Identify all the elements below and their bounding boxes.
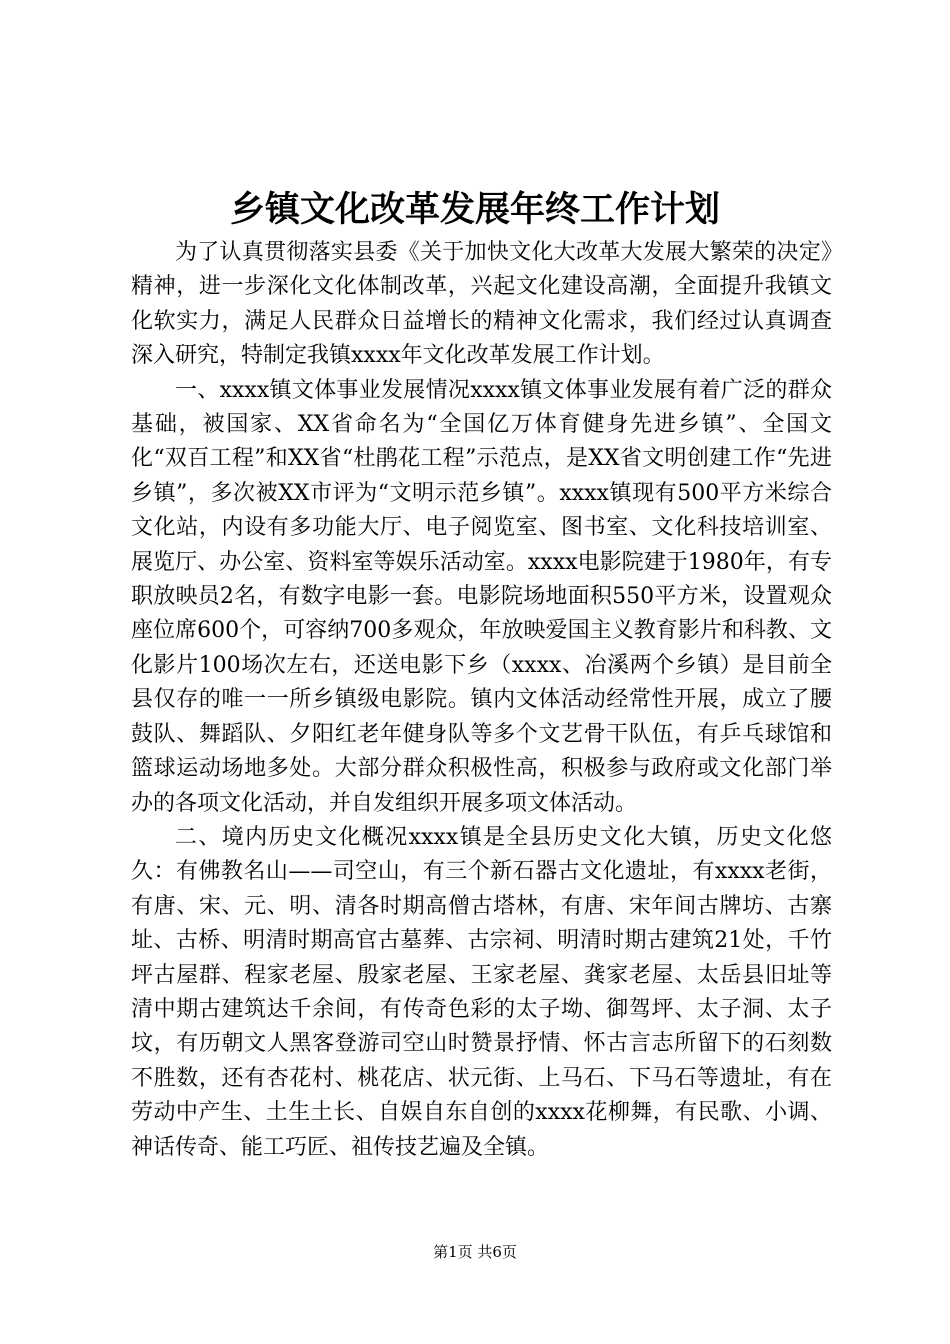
document-title: 乡镇文化改革发展年终工作计划 bbox=[229, 189, 720, 230]
paragraph-intro: 为了认真贯彻落实县委《关于加快文化大改革大发展大繁荣的决定》精神，进一步深化文化体制改革，兴起文化建设高潮，全面提升我镇文化软实力，满足人民群众日益增长的精神文化需求，我们经过认真调查深入研究，特制定我镇xxxx年文化改革发展工作计划。 bbox=[131, 240, 832, 369]
document-body bbox=[131, 236, 832, 1165]
paragraph-section-1: 一、xxxx镇文体事业发展情况xxxx镇文体事业发展有着广泛的群众基础，被国家、XX省命名为“全国亿万体育健身先进乡镇”、全国文化“双百工程”和XX省“杜鹃花工程”示范点，是XX省文明创建工作“先进乡镇”，多次被XX市评为“文明示范乡镇”。xxxx镇现有500平方米综合文化站，内设有多功能大厅、电子阅览室、图书室、文化科技培训室、展览厅、办公室、资料室等娱乐活动室。xxxx电影院建于1980年，有专职放映员2名，有数字电影一套。电影院场地面积550平方米，设置观众座位席600个，可容纳700多观众，年放映爱国主义教育影片和科教、文化影片100场次左右，还送电影下乡（xxxx、冶溪两个乡镇）是目前全县仅存的唯一一所乡镇级电影院。镇内文体活动经常性开展，成立了腰鼓队、舞蹈队、夕阳红老年健身队等多个文艺骨干队伍，有乒乓球馆和篮球运动场地多处。大部分群众积极性高，积极参与政府或文化部门举办的各项文化活动，并自发组织开展多项文体活动。 bbox=[131, 377, 832, 816]
page-footer: 第1页 共6页 bbox=[433, 1243, 517, 1261]
paragraph-section-2: 二、境内历史文化概况xxxx镇是全县历史文化大镇，历史文化悠久：有佛教名山——司空山，有三个新石器古文化遗址，有xxxx老街，有唐、宋、元、明、清各时期高僧古塔林，有唐、宋年间古牌坊、古寨址、古桥、明清时期高官古墓葬、古宗祠、明清时期古建筑21处，千竹坪古屋群、程家老屋、殷家老屋、王家老屋、龚家老屋、太岳县旧址等清中期古建筑达千余间，有传奇色彩的太子坳、御驾坪、太子洞、太子坟，有历朝文人黑客登游司空山时赞景抒情、怀古言志所留下的石刻数不胜数，还有杏花村、桃花店、状元街、上马石、下马石等遗址，有在劳动中产生、土生土长、自娱自东自创的xxxx花柳舞，有民歌、小调、神话传奇、能工巧匠、祖传技艺遍及全镇。 bbox=[131, 824, 832, 1160]
